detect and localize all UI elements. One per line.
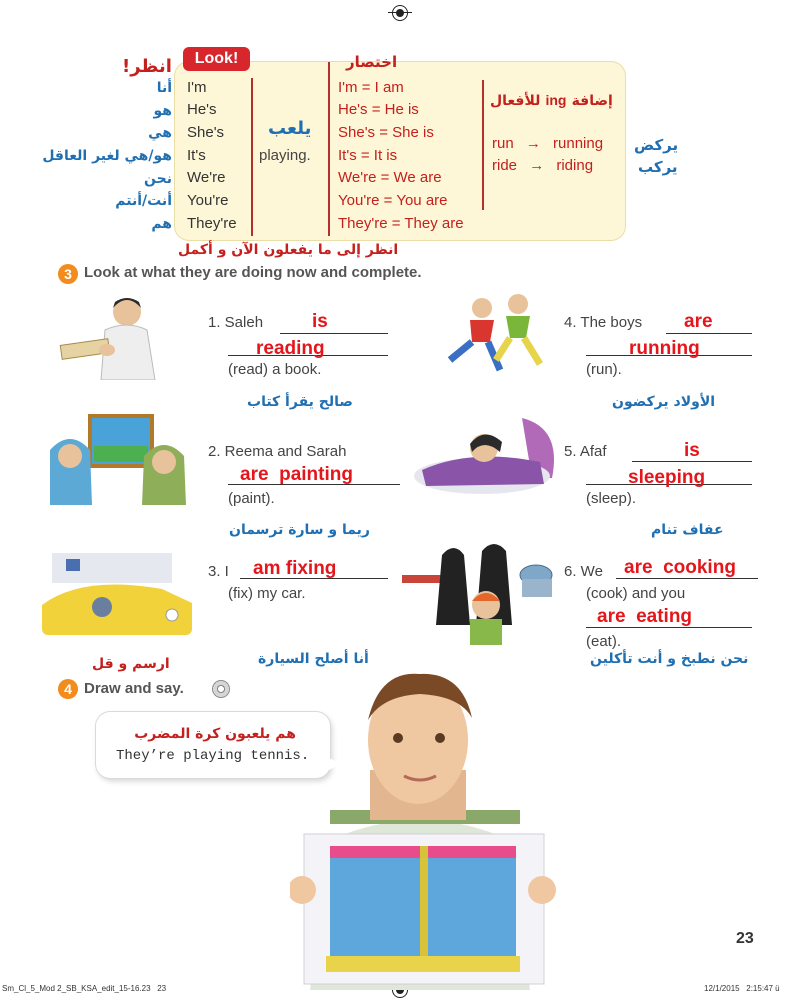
contraction: She's = She is [338,124,434,141]
item6-answer2: are eating [597,606,693,627]
item1-blank1 [280,333,388,334]
footer-right: 12/1/2015 2:15:47 ü [704,984,780,993]
pronoun: He's [187,101,217,118]
boy-reading-picture [55,290,185,380]
verb-playing: playing. [259,147,311,164]
item4-prompt: 4. The boys [564,314,643,331]
contraction: They're = They are [338,215,464,232]
ing-title-en: ing [545,92,567,108]
item1-prompt: 1. Saleh [208,314,264,331]
bubble-en: They’re playing tennis. [116,748,310,764]
pronoun: You're [187,192,229,209]
ing-row [492,157,593,174]
ex4-title: Draw and say. [84,680,184,697]
ing-form: riding [556,157,594,174]
ex4-instruction-ar: ارسم و قل [92,656,170,672]
item5-answer1: is [684,440,700,461]
item1-answer2: reading [256,338,325,359]
item4-answer1: are [684,311,713,332]
item6-tail: (eat). [586,633,622,650]
pronoun: It's [187,147,206,164]
item1-answer1: is [312,311,328,332]
item4-ar: الأولاد يركضون [612,394,716,410]
pronoun-ar: هي [148,125,172,142]
ing-base: run [492,135,514,152]
pronoun-ar: هم [151,216,172,233]
divider-line [251,78,253,236]
audio-cd-icon [212,680,230,698]
item2-tail: (paint). [228,490,275,507]
item6-ar: نحن نطبخ و أنت تأكلين [590,651,749,667]
item3-answer: am fixing [253,558,337,579]
contraction: You're = You are [338,192,448,209]
boys-running-picture [430,290,555,380]
contraction-arabic-title: اختصار [346,53,398,71]
ing-form: running [553,135,604,152]
item6-prompt: 6. We [564,563,603,580]
item3-ar: أنا أصلح السيارة [258,651,369,667]
pronoun: We're [187,169,226,186]
ex3-title: Look at what they are doing now and complete. [84,264,422,281]
pronoun: They're [187,215,237,232]
ex3-number: 3 [58,264,78,284]
look-arabic-label: انظر! [122,56,172,77]
ing-row-ar: يركض [634,136,679,154]
divider-line [482,80,484,210]
pronoun: She's [187,124,225,141]
item2-prompt: 2. Reema and Sarah [208,443,347,460]
item4-tail: (run). [586,361,622,378]
ing-row-ar: يركب [638,158,678,176]
item2-ar: ريما و سارة ترسمان [229,522,370,538]
item4-blank1 [666,333,752,334]
item3-prompt: 3. I [208,563,229,580]
registration-mark-top [392,5,408,21]
pronoun: I'm [187,79,207,96]
boy-with-drawing-picture [290,660,560,990]
bubble-ar: هم يلعبون كرة المضرب [134,726,296,742]
page-number: 23 [736,930,754,947]
ing-row [492,135,603,152]
item5-tail: (sleep). [586,490,637,507]
item1-tail: (read) a book. [228,361,322,378]
item1-ar: صالح يقرأ كتاب [247,394,353,410]
verb-arabic: يلعب [268,118,312,139]
item2-answer: are painting [240,464,353,485]
ing-title [490,90,613,109]
arrow-icon: → [525,135,541,152]
contraction: He's = He is [338,101,419,118]
ex4-number: 4 [58,679,78,699]
ing-base: ride [492,157,518,174]
pronouns-arabic-column [22,80,172,239]
fixing-car-picture [42,545,192,635]
item4-answer2: running [629,338,700,359]
girls-painting-picture [42,410,192,505]
pronoun-ar: أنا [156,80,172,96]
contraction: I'm = I am [338,79,404,96]
contraction: We're = We are [338,169,442,186]
look-tag: Look! [183,47,250,71]
cooking-family-picture [402,535,562,645]
item5-answer2: sleeping [628,467,706,488]
item5-ar: عفاف تنام [651,522,724,538]
arrow-icon: → [529,157,545,174]
item5-prompt: 5. Afaf [564,443,607,460]
pronoun-ar: هو [153,102,172,119]
footer-left: Sm_Cl_5_Mod 2_SB_KSA_edit_15-16.23 23 [2,984,167,993]
pronoun-ar: هو/هي لغير العاقل [42,148,172,165]
item6-answer1: are cooking [624,557,736,578]
ex3-instruction-ar: انظر إلى ما يفعلون الآن و أكمل [178,242,399,258]
contraction: It's = It is [338,147,398,164]
ing-title-ar2: إضافة [571,93,613,109]
ing-title-ar: للأفعال [490,93,541,109]
pronoun-ar: نحن [144,170,172,187]
item6-mid: (cook) and you [586,585,686,602]
item3-tail: (fix) my car. [228,585,306,602]
divider-line [328,62,330,236]
pronoun-ar: أنت/أنتم [115,193,172,210]
girl-sleeping-picture [412,418,562,503]
